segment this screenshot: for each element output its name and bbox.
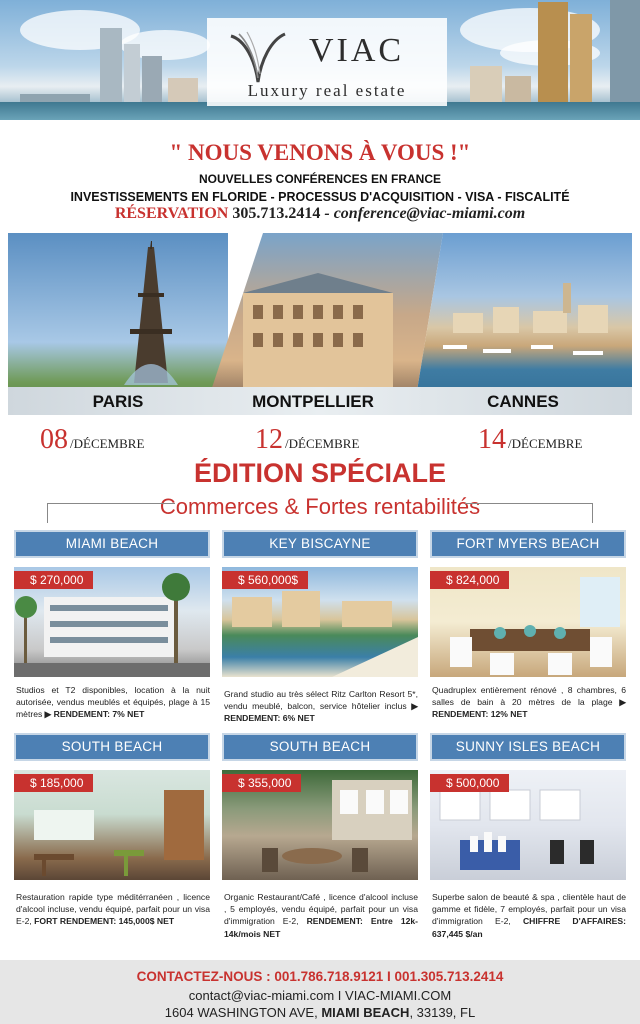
date-montpellier bbox=[255, 424, 359, 456]
event-dates bbox=[0, 424, 640, 454]
brand-logo bbox=[207, 18, 447, 106]
listing-card-south-beach-cafe[interactable] bbox=[222, 733, 418, 948]
decorative-bracket-left bbox=[47, 503, 175, 523]
footer-contact-line bbox=[0, 969, 640, 984]
listing-description bbox=[224, 688, 418, 725]
listing-price: $ 270,000 bbox=[14, 571, 93, 589]
listing-price: $ 560,000$ bbox=[222, 571, 308, 589]
listing-location: SUNNY ISLES BEACH bbox=[430, 733, 626, 761]
listing-description-text: Quadruplex entièrement rénové , 8 chambres, 6 salles de bain à 20 mètres de la plage bbox=[432, 685, 626, 708]
city-label-cannes: CANNES bbox=[487, 392, 559, 411]
city-label-paris: PARIS bbox=[92, 392, 144, 411]
contact-footer bbox=[0, 960, 640, 1024]
address-city: MIAMI BEACH bbox=[321, 1005, 410, 1020]
listing-photo bbox=[14, 567, 210, 677]
contact-phones[interactable]: 001.786.718.9121 I 001.305.713.2414 bbox=[274, 969, 504, 984]
listing-yield: ▶ RENDEMENT: 7% NET bbox=[44, 709, 145, 720]
listing-photo bbox=[222, 770, 418, 880]
topics-line: INVESTISSEMENTS EN FLORIDE - PROCESSUS D'ACQUISITION - VISA - FISCALITÉ bbox=[70, 190, 570, 204]
date-day: 14 bbox=[478, 424, 506, 455]
address-zip: , 33139, FL bbox=[409, 1005, 476, 1020]
reservation-line bbox=[0, 205, 640, 223]
listing-description-text: Grand studio au très sélect Ritz Carlton Resort 5*, vendu meublé, balcon, service hôtelier inclus bbox=[224, 689, 418, 712]
listing-description-text: Restauration rapide type méditérranéen , licence d'alcool incluse, vendu équipé, parfait pour un visa E-2, bbox=[16, 892, 210, 927]
listing-location: KEY BISCAYNE bbox=[222, 530, 418, 558]
listing-yield: ▶ RENDEMENT: 6% NET bbox=[224, 701, 418, 724]
listing-yield: CHIFFRE D'AFFAIRES: 637,445 $/an bbox=[432, 916, 626, 939]
city-label-montpellier: MONTPELLIER bbox=[252, 392, 374, 411]
listing-yield: ▶ RENDEMENT: 12% NET bbox=[432, 697, 626, 720]
date-month: /DÉCEMBRE bbox=[508, 436, 583, 451]
reservation-label: RÉSERVATION bbox=[114, 205, 229, 222]
date-cannes bbox=[478, 424, 582, 456]
listing-price: $ 824,000 bbox=[430, 571, 509, 589]
listing-location: MIAMI BEACH bbox=[14, 530, 210, 558]
date-day: 08 bbox=[40, 424, 68, 455]
listing-price: $ 185,000 bbox=[14, 774, 93, 792]
listing-price: $ 500,000 bbox=[430, 774, 509, 792]
listing-description bbox=[16, 684, 210, 721]
reservation-phone[interactable]: 305.713.2414 bbox=[232, 205, 321, 222]
listing-description bbox=[16, 891, 210, 928]
listing-description bbox=[432, 684, 626, 721]
decorative-bracket-right bbox=[465, 503, 593, 523]
listing-photo bbox=[430, 567, 626, 677]
date-day: 12 bbox=[255, 424, 283, 455]
listing-card-sunny-isles-beach[interactable] bbox=[430, 733, 626, 948]
address-street: 1604 WASHINGTON AVE, bbox=[164, 1005, 318, 1020]
edition-title: ÉDITION SPÉCIALE bbox=[193, 458, 447, 488]
brand-tagline: Luxury real estate bbox=[247, 81, 407, 100]
headline: " NOUS VENONS À VOUS !" bbox=[169, 140, 471, 165]
listing-yield: RENDEMENT: Entre 12k-14k/mois NET bbox=[224, 916, 419, 939]
listing-location: SOUTH BEACH bbox=[14, 733, 210, 761]
listing-location: FORT MYERS BEACH bbox=[430, 530, 626, 558]
listing-photo bbox=[222, 567, 418, 677]
listing-location: SOUTH BEACH bbox=[222, 733, 418, 761]
listing-description-text: Superbe salon de beauté & spa , clientèle haut de gamme et fidèle, 7 employés, parfait pour un visa d'immigration E-2, bbox=[432, 892, 626, 927]
date-month: /DÉCEMBRE bbox=[70, 436, 145, 451]
date-paris bbox=[40, 424, 144, 456]
listing-card-miami-beach[interactable] bbox=[14, 530, 210, 730]
listing-card-key-biscayne[interactable] bbox=[222, 530, 418, 730]
cities-panel bbox=[8, 233, 632, 415]
brand-name: VIAC bbox=[309, 32, 405, 69]
listing-description bbox=[432, 891, 626, 940]
reservation-email[interactable]: conference@viac-miami.com bbox=[333, 205, 526, 222]
listing-price: $ 355,000 bbox=[222, 774, 301, 792]
listing-description-text: Organic Restaurant/Café , licence d'alcool incluse , 5 employés, vendu équipé, parfait pour un visa d'immigration E-2, bbox=[224, 892, 418, 927]
listing-yield: FORT RENDEMENT: 145,000$ NET bbox=[34, 916, 175, 927]
reservation-separator: - bbox=[320, 205, 334, 222]
conference-subtitle: NOUVELLES CONFÉRENCES EN FRANCE bbox=[198, 172, 442, 186]
date-month: /DÉCEMBRE bbox=[285, 436, 360, 451]
listing-photo bbox=[430, 770, 626, 880]
contact-label: CONTACTEZ-NOUS : bbox=[136, 969, 271, 984]
listing-card-fort-myers-beach[interactable] bbox=[430, 530, 626, 730]
listing-card-south-beach-restaurant[interactable] bbox=[14, 733, 210, 948]
listing-photo bbox=[14, 770, 210, 880]
listing-description-text: Studios et T2 disponibles, location à la nuit autorisée, vendus meublés et équipés, plage à 15 mètres bbox=[16, 685, 210, 720]
footer-address bbox=[0, 1005, 640, 1020]
viac-logo-mark-icon bbox=[227, 30, 289, 84]
edition-subtitle: Commerces & Fortes rentabilités bbox=[159, 494, 481, 519]
footer-email-web[interactable]: contact@viac-miami.com I VIAC-MIAMI.COM bbox=[188, 988, 452, 1003]
header-banner bbox=[0, 0, 640, 120]
listing-description bbox=[224, 891, 418, 940]
